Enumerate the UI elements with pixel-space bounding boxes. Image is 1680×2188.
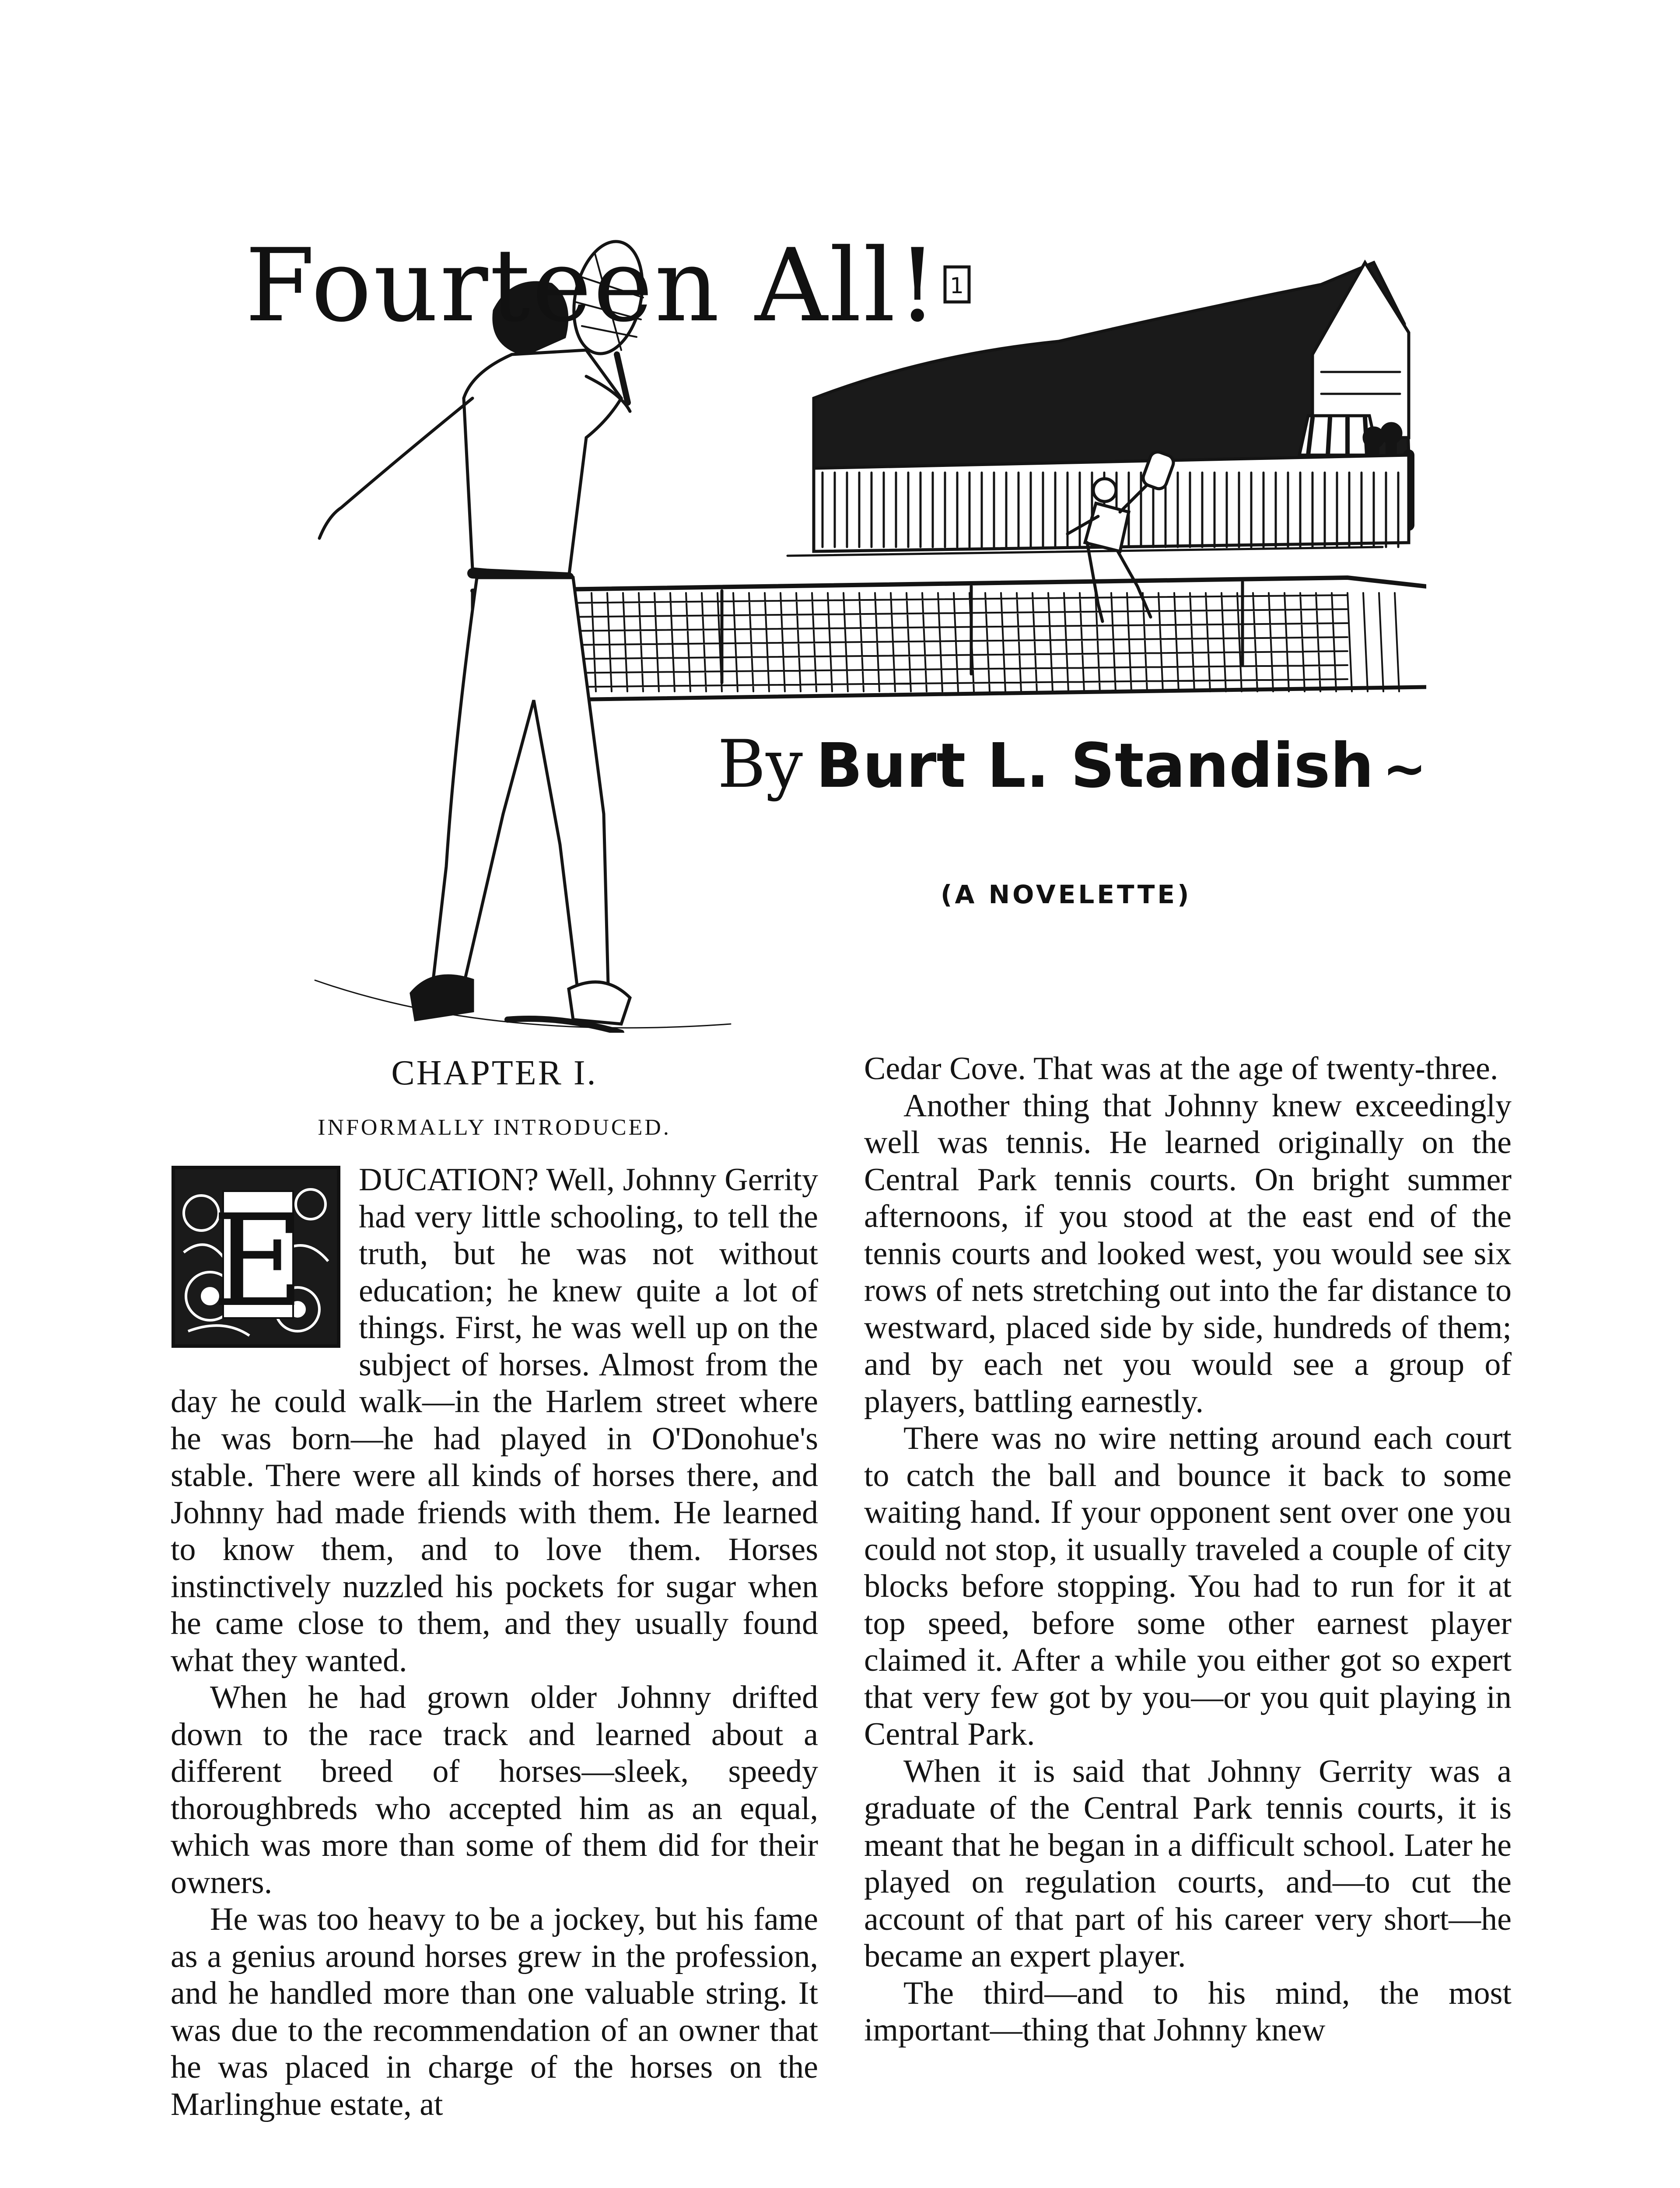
paragraph: Cedar Cove. That was at the age of twenty-three.: [864, 1051, 1498, 1087]
tennis-net: [472, 547, 1426, 700]
right-column: [864, 1050, 1512, 2049]
left-column: [171, 1050, 818, 2123]
near-player: [315, 235, 731, 1033]
paragraph: When he had grown older Johnny drifted down to the race track and learned about a different breed of horses—sleek, speedy thoroughbreds who accepted him as an equal, which was more than some of them did for their owners.: [171, 1680, 818, 1900]
byline-prefix: By: [718, 726, 803, 803]
paragraph: Another thing that Johnny knew exceedingly well was tennis. He learned originally on the Central Park tennis courts. On bright summer afternoons, if you stood at the east end of the tennis courts and looked west, you would see six rows of nets stretching out into the far distance to westward, placed side by side, hundreds of them; and by each net you would see a group of players, battling earnestly.: [864, 1087, 1512, 1420]
chapter-heading: CHAPTER I.: [391, 1054, 598, 1092]
scoreboard-number: 1: [950, 273, 964, 298]
paragraph: DUCATION? Well, Johnny Gerrity had very little schooling, to tell the truth, but he was not without education; he knew quite a lot of things. First, he was well up on the subject of horses. Almost from the day he could walk—in the Harlem street where he was born—he had played in O'Donohue's stable. There were all kinds of horses there, and Johnny had made friends with them. He learned to know them, and to love them. Horses instinctively nuzzled his pockets for sugar when he came close to them, and they usually found what they wanted.: [171, 1162, 818, 1679]
floral-dropcap-icon: [171, 1165, 341, 1349]
paragraph: The third—and to his mind, the most important—thing that Johnny knew: [864, 1975, 1512, 2048]
byline-dash: ~: [1382, 739, 1427, 799]
story-title: Fourteen All!: [245, 228, 940, 344]
dropcap: [171, 1165, 341, 1349]
byline: [718, 726, 1427, 803]
author-name: Burt L. Standish: [816, 730, 1374, 802]
paragraph: When it is said that Johnny Gerrity was a graduate of the Central Park tennis courts, it is meant that he began in a difficult school. Later he played on regulation courts, and—to cut the account of that part of his career very short—he became an expert player.: [864, 1753, 1512, 1974]
chapter-subheading: INFORMALLY INTRODUCED.: [318, 1115, 671, 1140]
story-subtitle: (A NOVELETTE): [941, 880, 1192, 909]
paragraph: He was too heavy to be a jockey, but his fame as a genius around horses grew in the profession, and he handled more than one valuable string. It was due to the recommendation of an owner that he was placed in charge of the horses on the Marlinghue estate, at: [171, 1901, 818, 2122]
paragraph: There was no wire netting around each court to catch the ball and bounce it back to some waiting hand. If your opponent sent over one you could not stop, it usually traveled a couple of city blocks before stopping. You had to run for it at top speed, before some other earnest player claimed it. After a while you either got so expert that very few got by you—or you quit playing in Central Park.: [864, 1420, 1512, 1752]
dropcap-letter: E: [212, 1188, 304, 1335]
